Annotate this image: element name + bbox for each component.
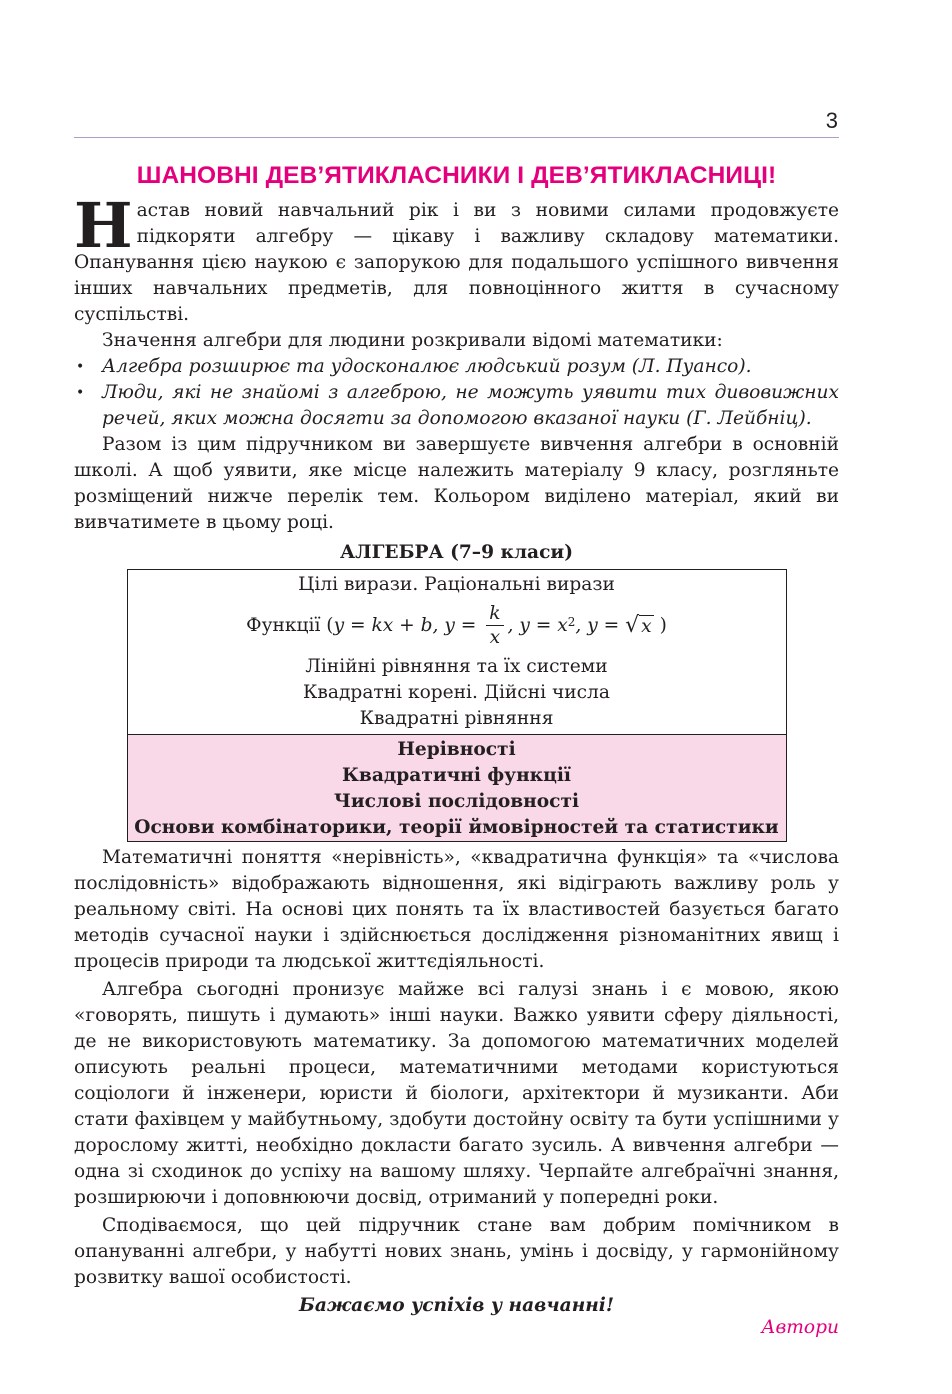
- header-rule: [74, 137, 839, 138]
- sqrt-argument: x: [641, 615, 652, 637]
- fraction-k-over-x: [486, 603, 503, 650]
- page-content: [74, 189, 839, 1345]
- topic-row: Квадратні корені. Дійсні числа: [303, 682, 610, 703]
- closing-block: [74, 1293, 839, 1345]
- formula-root: , y =: [575, 615, 626, 636]
- highlighted-topic-row: Числові послідовності: [333, 791, 580, 812]
- topic-row: Квадратні рівняння: [359, 708, 554, 729]
- closing-wish: Бажаємо успіхів у навчанні!: [298, 1295, 615, 1316]
- paragraph-hope: Сподіваємося, що цей підручник стане вам добрим помічником в опануванні алгебри, у набутті нових знань, умінь і досвіду, у гармонійному розвитку вашої особистості.: [74, 1215, 839, 1288]
- exponent: 2: [567, 615, 576, 629]
- fraction-numerator: k: [486, 603, 503, 626]
- functions-label: Функції (: [246, 615, 334, 636]
- topics-table-title: АЛГЕБРА (7–9 класи): [339, 542, 574, 563]
- highlighted-topic-row: Основи комбінаторики, теорії ймовірностей та статистики: [134, 817, 779, 838]
- quotes-intro: Значення алгебри для людини розкривали відомі математики:: [102, 330, 723, 351]
- drop-cap: Н: [74, 189, 133, 262]
- topics-previous-years: [128, 570, 786, 734]
- paragraph-concepts: Математичні поняття «нерівність», «квадратична функція» та «числова послідовність» відображають відношення, які відіграють важливу роль у реальному світі. На основі цих понять та їх властивостей базується багато методів сучасної науки і здійснюється дослідження різноманітних явищ і процесів природи та людської життєдіяльності.: [74, 847, 839, 972]
- highlighted-topic-row: Квадратичні функції: [342, 765, 571, 786]
- quotes-list: [74, 354, 839, 432]
- formula-linear: y = kx + b, y =: [333, 615, 483, 636]
- topics-table: [127, 569, 787, 842]
- formula-square: , y = x: [507, 615, 568, 636]
- quote-item: • Люди, які не знайомі з алгеброю, не можуть уявити тих дивовижних речей, яких можна досягти за допомогою вказаної науки (Г. Лейбніц).: [102, 380, 839, 432]
- functions-close: ): [653, 615, 667, 636]
- intro-paragraph: [74, 189, 839, 328]
- page-number: 3: [825, 108, 838, 133]
- paragraph-topics-intro: Разом із цим підручником ви завершуєте вивчення алгебри в основній школі. А щоб уявити, яке місце належить матеріалу 9 класу, розгляньте розміщений нижче перелік тем. Кольором виділено матеріал, який ви вивчатимете в цьому році.: [74, 434, 839, 533]
- topic-row-functions: [128, 598, 786, 654]
- topic-row: Цілі вирази. Раціональні вирази: [298, 574, 615, 595]
- quote-item: • Алгебра розширює та удосконалює людський розум (Л. Пуансо).: [102, 354, 839, 380]
- sqrt-icon: √: [625, 613, 640, 638]
- paragraph-algebra-today: Алгебра сьогодні пронизує майже всі галузі знань і є мовою, якою «говорять, пишуть і думають» інші науки. Важко уявити сферу діяльності, де не використовують математику. За допомогою математичних моделей описують реальні процеси, математичними методами користуються соціологи й інженери, юристи й біологи, архітектори й музиканти. Аби стати фахівцем у майбутньому, здобути достойну освіту та бути успішними у дорослому житті, необхідно докласти багато зусиль. А вивчення алгебри — одна зі сходинок до успіху на вашому шляху. Черпайте алгебраїчні знання, розширюючи і доповнюючи досвід, отриманий у попередні роки.: [74, 979, 839, 1208]
- authors-signature: Автори: [761, 1317, 839, 1338]
- page-heading: ШАНОВНІ ДЕВ’ЯТИКЛАСНИКИ І ДЕВ’ЯТИКЛАСНИЦІ!: [136, 162, 777, 189]
- highlighted-topic-row: Нерівності: [397, 739, 516, 760]
- topics-this-year: [128, 734, 786, 841]
- fraction-denominator: x: [489, 626, 501, 648]
- intro-text: астав новий навчальний рік і ви з новими силами продовжуєте підкоряти алгебру — цікаву і важливу складову математики. Опанування цією наукою є запорукою для подальшого успішного вивчення інших навчальних предметів, для повноцінного життя в сучасному суспільстві.: [74, 200, 839, 325]
- topic-row: Лінійні рівняння та їх системи: [305, 656, 608, 677]
